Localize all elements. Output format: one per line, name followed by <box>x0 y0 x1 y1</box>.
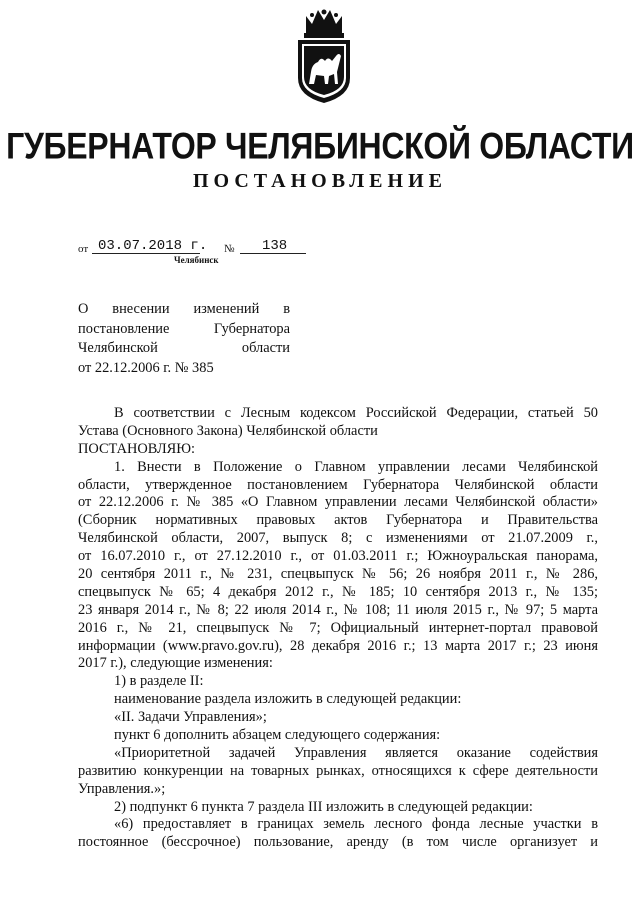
subject-line: постановление Губернатора <box>78 320 290 337</box>
body-line: 1) в разделе II: <box>114 673 204 690</box>
body-line: 1. Внести в Положение о Главном управлении лесами Челябинской <box>114 458 598 475</box>
body-line: ПОСТАНОВЛЯЮ: <box>78 440 196 457</box>
body-line: развитию конкуренции на товарных рынках, относящихся к сфере деятельности <box>78 762 598 779</box>
body-line: 2017 г.), следующие изменения: <box>78 655 273 672</box>
dateline <box>78 240 318 270</box>
document-body <box>78 405 598 852</box>
body-line: «II. Задачи Управления»; <box>114 709 267 726</box>
body-line: «6) предоставляет в границах земель лесного фонда лесные участки в <box>114 816 598 833</box>
subject-line: от 22.12.2006 г. № 385 <box>78 359 214 376</box>
body-line: В соответствии с Лесным кодексом Российской Федерации, статьей 50 <box>114 405 598 421</box>
city-label: Челябинск <box>174 255 219 265</box>
body-line: 2016 г., № 21, спецвыпуск № 7; Официальный интернет-портал правовой <box>78 619 598 636</box>
body-line: Устава (Основного Закона) Челябинской области <box>78 422 378 439</box>
body-line: информации (www.pravo.gov.ru), 28 декабря 2016 г.; 13 марта 2017 г.; 23 июня <box>78 637 598 654</box>
document-number: 138 <box>262 238 288 254</box>
chelyabinsk-coat-of-arms-emblem <box>292 6 356 106</box>
body-line: 23 января 2014 г., № 8; 22 июля 2014 г., № 108; 11 июля 2015 г., № 97; 5 марта <box>78 601 598 618</box>
document-date: 03.07.2018 г. <box>98 238 208 254</box>
body-line: «Приоритетной задачей Управления является оказание содействия <box>114 744 598 761</box>
body-line: от 22.12.2006 г. № 385 «О Главном управлении лесами Челябинской области» <box>78 494 598 511</box>
body-line: постоянное (бессрочное) пользование, аренду (в том числе организует и <box>78 834 598 851</box>
body-line: области, утвержденное постановлением Губернатора Челябинской области <box>78 476 598 493</box>
issuer-title: ГУБЕРНАТОР ЧЕЛЯБИНСКОЙ ОБЛАСТИ <box>6 125 634 167</box>
body-line: наименование раздела изложить в следующей редакции: <box>114 691 462 708</box>
date-from-label: от <box>78 243 89 255</box>
subject-line: Челябинской области <box>78 340 290 356</box>
number-label: № <box>224 243 235 255</box>
body-line: пункт 6 дополнить абзацем следующего содержания: <box>114 727 441 744</box>
body-line: 2) подпункт 6 пункта 7 раздела III изложить в следующей редакции: <box>114 798 533 815</box>
body-line: Управления.»; <box>78 780 166 797</box>
subject-line: О внесении изменений в <box>78 301 290 317</box>
document-type-title: ПОСТАНОВЛЕНИЕ <box>193 170 447 192</box>
body-line: Челябинской области, 2007, выпуск 8; с изменениями от 21.07.2009 г., <box>78 530 598 547</box>
body-line: спецвыпуск № 65; 4 декабря 2012 г., № 185; 10 сентября 2013 г., № 135; <box>78 583 598 600</box>
body-line: (Сборник нормативных правовых актов Губернатора и Правительства <box>78 512 598 529</box>
document-subject <box>78 300 290 378</box>
body-line: от 16.07.2010 г., от 27.12.2010 г., от 01.03.2011 г.; Южноуральская панорама, <box>78 548 598 565</box>
body-line: 20 сентября 2011 г., № 231, спецвыпуск № 56; 26 ноября 2011 г., № 286, <box>78 566 598 583</box>
